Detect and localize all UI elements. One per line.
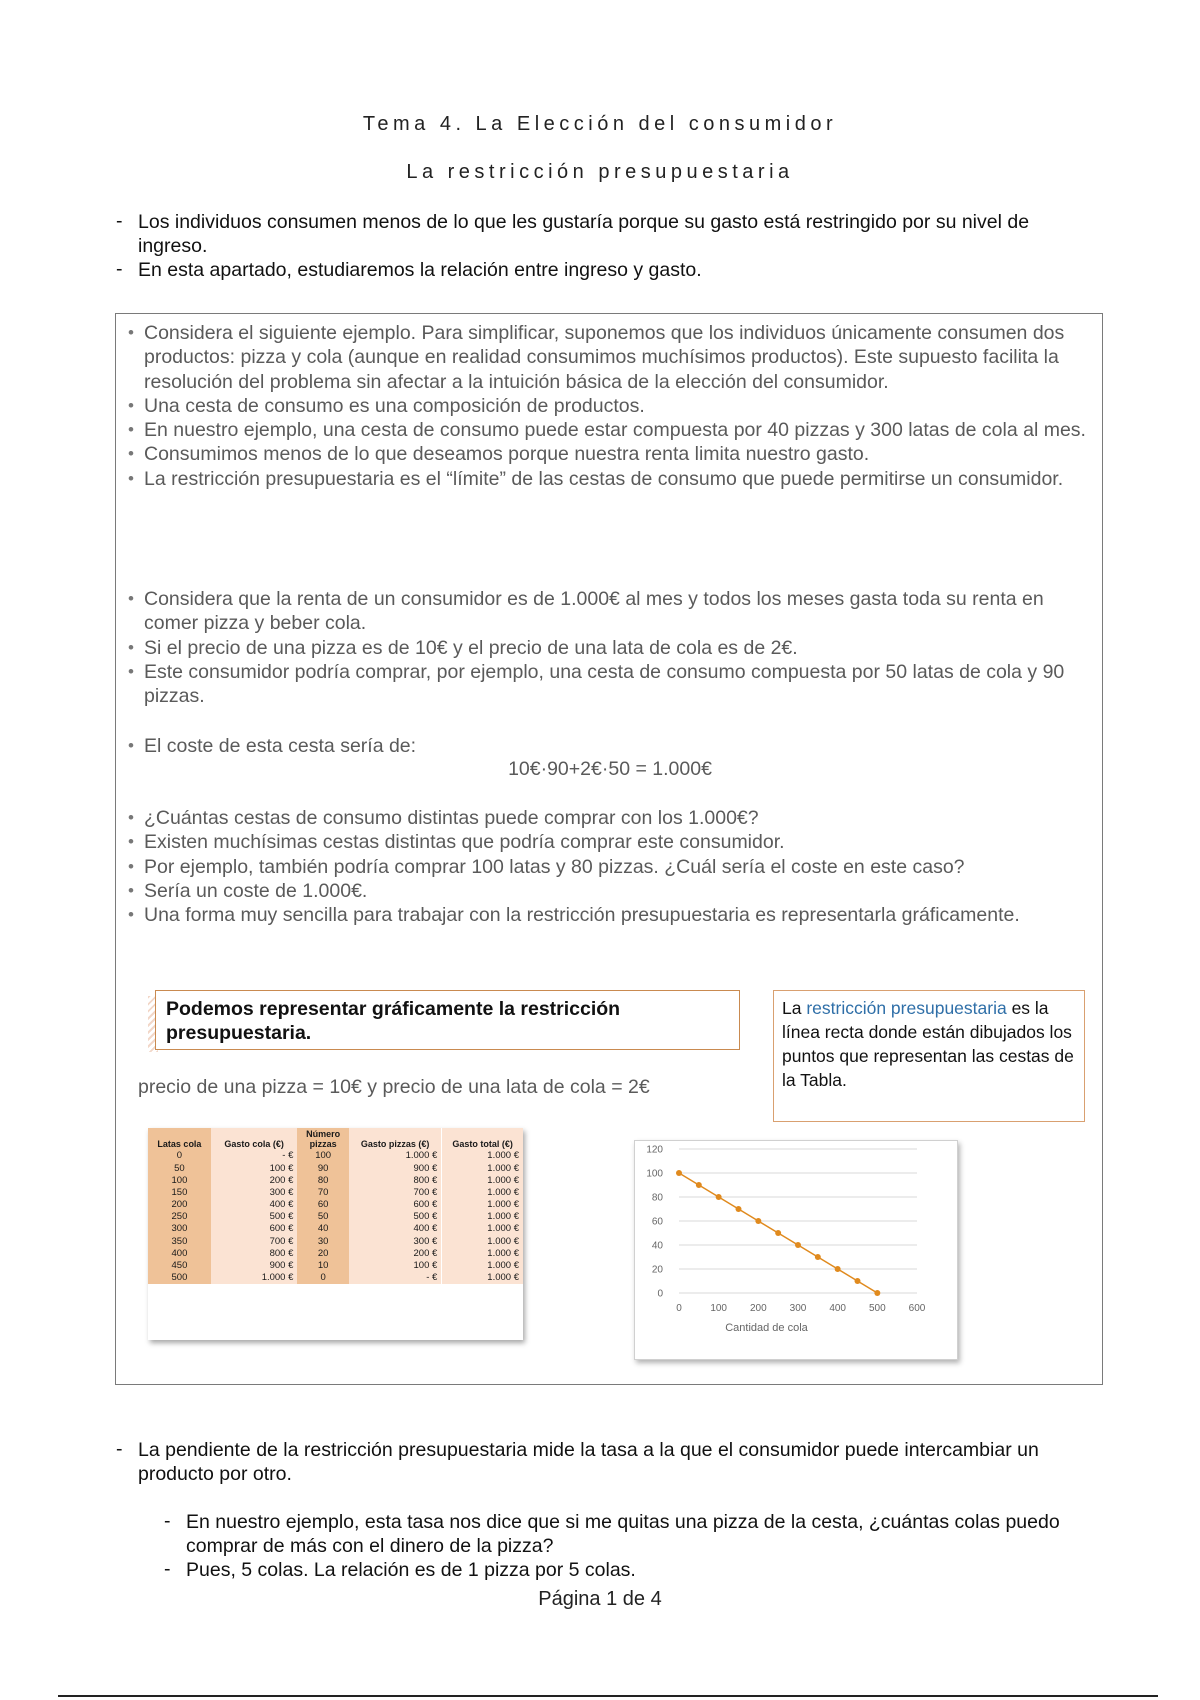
table-cell: 1.000 € xyxy=(442,1223,523,1235)
data-point xyxy=(755,1218,761,1224)
table-cell: 40 xyxy=(297,1223,349,1235)
table-header: Gasto cola (€) xyxy=(211,1128,298,1150)
table-cell: 60 xyxy=(297,1199,349,1211)
data-point xyxy=(676,1170,682,1176)
table-row xyxy=(148,1199,523,1211)
x-tick-label: 0 xyxy=(676,1303,682,1314)
callout-def-pre: La xyxy=(782,998,807,1018)
table-cell: 0 xyxy=(148,1150,211,1162)
price-line: precio de una pizza = 10€ y precio de una lata de cola = 2€ xyxy=(138,1076,650,1098)
callout-definition xyxy=(773,990,1085,1122)
box-item: • Este consumidor podría comprar, por ejemplo, una cesta de consumo compuesta por 50 latas de cola y 90 pizzas. xyxy=(128,660,1093,709)
callout-graph-note: Podemos representar gráficamente la restricción presupuestaria. xyxy=(155,990,740,1050)
table-cell: 1.000 € xyxy=(442,1260,523,1272)
table-cell: 1.000 € xyxy=(442,1211,523,1223)
y-tick-label: 80 xyxy=(651,1192,663,1204)
box-item: • Una forma muy sencilla para trabajar con la restricción presupuestaria es representarla gráficamente. xyxy=(128,903,1093,927)
table-cell: 80 xyxy=(297,1174,349,1186)
table-row xyxy=(148,1162,523,1174)
budget-chart xyxy=(634,1140,958,1360)
box-item: • Una cesta de consumo es una composición de productos. xyxy=(128,394,1093,418)
box-item: • Consumimos menos de lo que deseamos porque nuestra renta limita nuestro gasto. xyxy=(128,442,1093,466)
chart-svg xyxy=(635,1141,957,1359)
table-cell: 300 xyxy=(148,1223,211,1235)
bottom-sublist xyxy=(160,1510,1100,1582)
table-cell: 1.000 € xyxy=(442,1272,523,1284)
table-cell: 400 € xyxy=(211,1199,298,1211)
callout-def-highlight: restricción presupuestaria xyxy=(806,998,1007,1018)
y-tick-label: 100 xyxy=(646,1168,663,1180)
x-tick-label: 600 xyxy=(908,1303,926,1314)
box-item: • Sería un coste de 1.000€. xyxy=(128,879,1093,903)
intro-list xyxy=(112,210,1102,282)
intro-item: - Los individuos consumen menos de lo que les gustaría porque su gasto está restringido por su nivel de ingreso. xyxy=(112,210,1102,258)
data-point xyxy=(696,1182,702,1188)
table-cell: 1.000 € xyxy=(442,1235,523,1247)
y-tick-label: 20 xyxy=(651,1264,663,1276)
table-cell: 90 xyxy=(297,1162,349,1174)
box-list-4 xyxy=(128,806,1093,927)
table-row xyxy=(148,1272,523,1284)
table-cell: 600 € xyxy=(349,1199,442,1211)
box-item: • Considera el siguiente ejemplo. Para simplificar, suponemos que los individuos únicamente consumen dos productos: pizza y cola (aunque en realidad consumimos muchísimos productos). Este supuesto facilita la resolución del problema sin afectar a la intuición básica de la elección del consumidor. xyxy=(128,321,1093,394)
table-row xyxy=(148,1248,523,1260)
table-cell: 400 € xyxy=(349,1223,442,1235)
table-cell: 100 xyxy=(297,1150,349,1162)
table-cell: 600 € xyxy=(211,1223,298,1235)
table-cell: 900 € xyxy=(211,1260,298,1272)
box-item: • ¿Cuántas cestas de consumo distintas puede comprar con los 1.000€? xyxy=(128,806,1093,830)
table-row xyxy=(148,1211,523,1223)
table-row xyxy=(148,1150,523,1162)
table-cell: 1.000 € xyxy=(442,1199,523,1211)
table-cell: 1.000 € xyxy=(442,1248,523,1260)
table-cell: - € xyxy=(211,1150,298,1162)
table-row xyxy=(148,1223,523,1235)
data-point xyxy=(795,1242,801,1248)
bottom-subitem: - Pues, 5 colas. La relación es de 1 pizza por 5 colas. xyxy=(160,1558,1100,1582)
table-cell: 50 xyxy=(148,1162,211,1174)
y-tick-label: 0 xyxy=(657,1288,663,1300)
document-title: Tema 4. La Elección del consumidor xyxy=(362,113,838,135)
data-point xyxy=(815,1254,821,1260)
table-cell: 1.000 € xyxy=(442,1162,523,1174)
table-cell: 1.000 € xyxy=(211,1272,298,1284)
table-cell: 1.000 € xyxy=(349,1150,442,1162)
box-item: • Por ejemplo, también podría comprar 100 latas y 80 pizzas. ¿Cuál sería el coste en este caso? xyxy=(128,855,1093,879)
x-tick-label: 200 xyxy=(749,1303,767,1314)
footer-rule xyxy=(58,1695,1158,1697)
box-item: • Existen muchísimas cestas distintas que podría comprar este consumidor. xyxy=(128,830,1093,854)
y-tick-label: 40 xyxy=(651,1240,663,1252)
data-point xyxy=(716,1194,722,1200)
data-point xyxy=(835,1266,841,1272)
box-item: • En nuestro ejemplo, una cesta de consumo puede estar compuesta por 40 pizzas y 300 latas de cola al mes. xyxy=(128,418,1093,442)
table-cell: 0 xyxy=(297,1272,349,1284)
table-cell: 70 xyxy=(297,1187,349,1199)
table-cell: 200 xyxy=(148,1199,211,1211)
table-cell: 1.000 € xyxy=(442,1174,523,1186)
bottom-list xyxy=(112,1438,1102,1486)
x-tick-label: 500 xyxy=(868,1303,886,1314)
table-row xyxy=(148,1260,523,1272)
budget-table xyxy=(148,1128,523,1340)
bottom-subitem: - En nuestro ejemplo, esta tasa nos dice que si me quitas una pizza de la cesta, ¿cuántas colas puedo comprar de más con el dinero de la pizza? xyxy=(160,1510,1100,1558)
table-cell: 200 € xyxy=(349,1248,442,1260)
box-list-3 xyxy=(128,734,1093,758)
data-point xyxy=(736,1206,742,1212)
table-cell: 900 € xyxy=(349,1162,442,1174)
data-point xyxy=(874,1290,880,1296)
table-cell: 400 xyxy=(148,1248,211,1260)
table-cell: 200 € xyxy=(211,1174,298,1186)
x-tick-label: 400 xyxy=(829,1303,847,1314)
table-row xyxy=(148,1174,523,1186)
table-cell: 300 € xyxy=(211,1187,298,1199)
data-point xyxy=(855,1278,861,1284)
page-number: Página 1 de 4 xyxy=(538,1588,662,1610)
table-cell: 50 xyxy=(297,1211,349,1223)
table-cell: 500 € xyxy=(211,1211,298,1223)
table-header: Gasto pizzas (€) xyxy=(349,1128,442,1150)
table-cell: - € xyxy=(349,1272,442,1284)
table-cell: 350 xyxy=(148,1235,211,1247)
table-cell: 500 xyxy=(148,1272,211,1284)
table-cell: 800 € xyxy=(349,1174,442,1186)
x-axis-label: Cantidad de cola xyxy=(725,1322,808,1334)
table-cell: 500 € xyxy=(349,1211,442,1223)
table-cell: 1.000 € xyxy=(442,1150,523,1162)
box-list-1 xyxy=(128,321,1093,491)
table-cell: 700 € xyxy=(211,1235,298,1247)
table-header: Gasto total (€) xyxy=(442,1128,523,1150)
table-row xyxy=(148,1235,523,1247)
box-item: • Si el precio de una pizza es de 10€ y el precio de una lata de cola es de 2€. xyxy=(128,636,1093,660)
table-cell: 300 € xyxy=(349,1235,442,1247)
table-cell: 150 xyxy=(148,1187,211,1199)
y-tick-label: 120 xyxy=(646,1144,663,1156)
table-cell: 100 € xyxy=(349,1260,442,1272)
x-tick-label: 100 xyxy=(710,1303,728,1314)
table-cell: 30 xyxy=(297,1235,349,1247)
bottom-item: - La pendiente de la restricción presupuestaria mide la tasa a la que el consumidor puede intercambiar un producto por otro. xyxy=(112,1438,1102,1486)
box-item: • Considera que la renta de un consumidor es de 1.000€ al mes y todos los meses gasta toda su renta en comer pizza y beber cola. xyxy=(128,587,1093,636)
table-cell: 1.000 € xyxy=(442,1187,523,1199)
x-tick-label: 300 xyxy=(789,1303,807,1314)
table-header: Latas cola xyxy=(148,1128,211,1150)
intro-item: - En esta apartado, estudiaremos la relación entre ingreso y gasto. xyxy=(112,258,1102,282)
table-row xyxy=(148,1187,523,1199)
y-tick-label: 60 xyxy=(651,1216,663,1228)
box-item: • El coste de esta cesta sería de: xyxy=(128,734,1093,758)
table-cell: 700 € xyxy=(349,1187,442,1199)
table-cell: 100 € xyxy=(211,1162,298,1174)
section-subtitle: La restricción presupuestaria xyxy=(406,161,794,183)
table-cell: 10 xyxy=(297,1260,349,1272)
table-cell: 450 xyxy=(148,1260,211,1272)
cost-formula: 10€·90+2€·50 = 1.000€ xyxy=(508,758,712,780)
data-point xyxy=(775,1230,781,1236)
table-header: Número pizzas xyxy=(297,1128,349,1150)
table-cell: 20 xyxy=(297,1248,349,1260)
callout-def-post: es la línea recta donde están dibujados los puntos que representan las cestas de la Tabla. xyxy=(782,998,1074,1090)
table-cell: 800 € xyxy=(211,1248,298,1260)
table-cell: 100 xyxy=(148,1174,211,1186)
box-item: • La restricción presupuestaria es el “límite” de las cestas de consumo que puede permitirse un consumidor. xyxy=(128,467,1093,491)
table-cell: 250 xyxy=(148,1211,211,1223)
box-list-2 xyxy=(128,587,1093,708)
